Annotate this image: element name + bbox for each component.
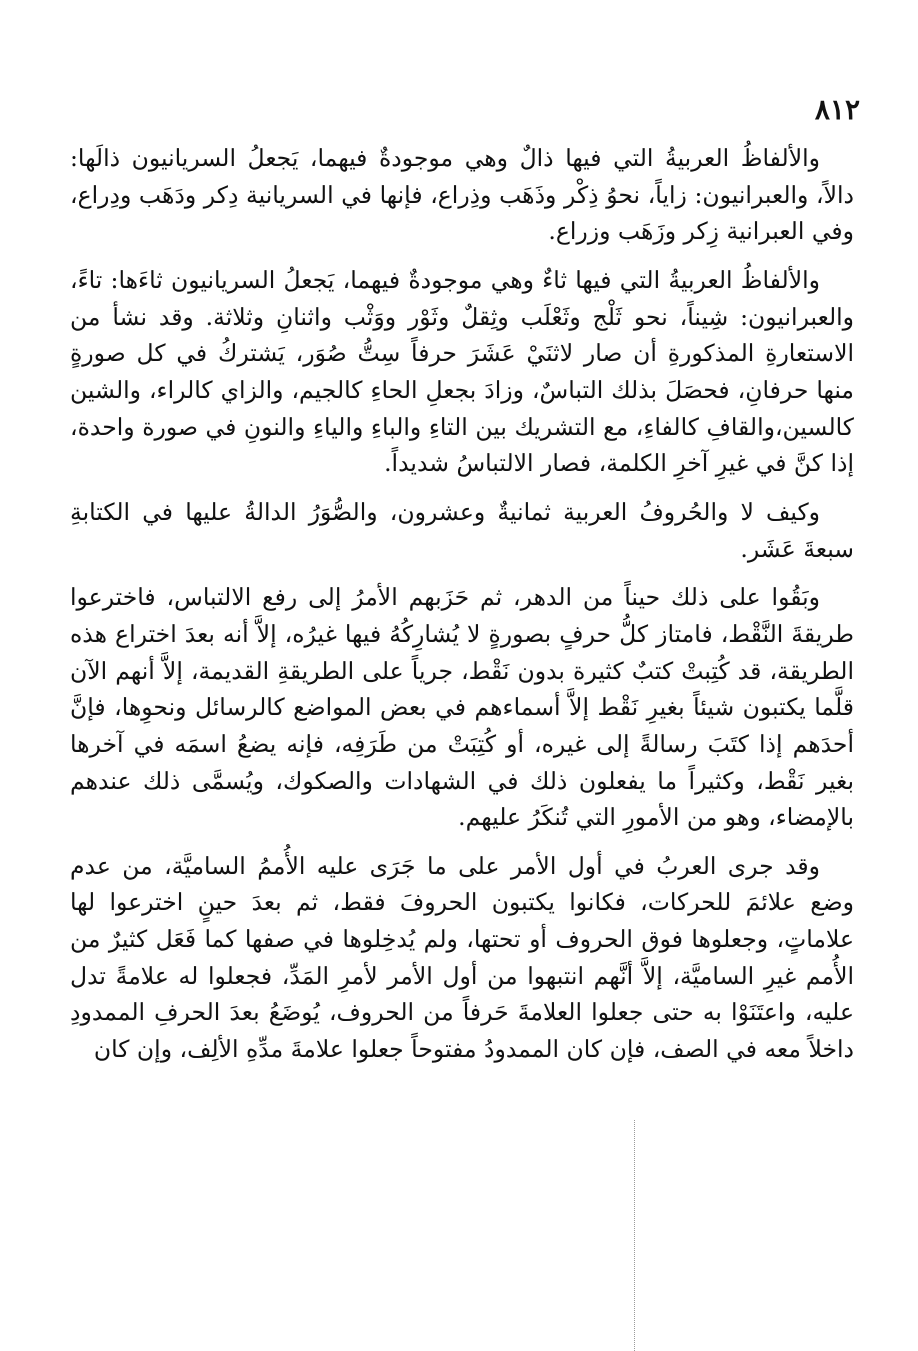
page-number: ٨١٢ bbox=[814, 93, 860, 126]
paragraph-dhal: والألفاظُ العربيةُ التي فيها ذالٌ وهي موجودةٌ فيهما، يَجعلُ السريانيون ذالَها: دالاً، والعبرانيون: زاياً، نحوُ ذِكْر وذَهَب وذِراع، فإنها في السريانية دِكر ودَهَب ودِراع، وفي العبرانية زِكر وزَهَب وزراع. bbox=[70, 144, 854, 246]
paragraph-dotting: وبَقُوا على ذلك حيناً من الدهر، ثم حَزَبهم الأمرُ إلى رفع الالتباس، فاخترعوا طريقةَ النَّقْط، فامتاز كلُّ حرفٍ بصورةٍ لا يُشارِكُهُ فيها غيرُه، إلاَّ أنه بعدَ اختراع هذه الطريقة، قد كُتِبتْ كتبٌ كثيرة بدون نَقْط، جرياً على الطريقةِ القديمة، إلاَّ أنهم الآن قلَّما يكتبون شيئاً بغيرِ نَقْط إلاَّ أسماءهم في بعض المواضع كالرسائل ونحوِها، فإنَّ أحدَهم إذا كتَبَ رسالةً إلى غيره، أو كُتِبَتْ من طَرَفِه، فإنه يضعُ اسمَه في آخرها بغير نَقْط، وكثيراً ما يفعلون ذلك في الشهادات والصكوك، ويُسمَّى ذلك عندهم بالإمضاء، وهو من الأمورِ التي تُنكَرُ عليهم. bbox=[70, 583, 854, 832]
paragraph-letter-count: وكيف لا والحُروفُ العربية ثمانيةٌ وعشرون، والصُّوَرُ الدالةُ عليها في الكتابةِ سبعةَ عَشَر. bbox=[70, 497, 854, 563]
body-text bbox=[70, 140, 854, 1080]
paragraph-tha: والألفاظُ العربيةُ التي فيها ثاءٌ وهي موجودةٌ فيهما، يَجعلُ السريانيون ثاءَها: تاءً، والعبرانيون: شِيناً، نحو ثَلْج وثَعْلَب وثِقلٌ وثَوْر ووَثْب واثنانِ وثلاثة. وقد نشأ من الاستعارةِ المذكورةِ أن صار لاثنَيْ عَشَرَ حرفاً سِتُّ صُوَر، يَشتركُ في كل صورةٍ منها حرفانِ، فحصَلَ بذلك التباسٌ، وزادَ بجعلِ الحاءِ كالجيم، والزاي كالراء، والشين كالسين،والقافِ كالفاءِ، مع التشريك بين التاءِ والباءِ والياءِ والنونِ في صورة واحدة، إذا كنَّ في غيرِ آخرِ الكلمة، فصار الالتباسُ شديداً. bbox=[70, 265, 854, 478]
scan-fold-line bbox=[634, 1120, 635, 1351]
paragraph-vowel-marks: وقد جرى العربُ في أول الأمر على ما جَرَى عليه الأُممُ الساميَّة، من عدم وضع علائمَ للحركات، فكانوا يكتبون الحروفَ فقط، ثم بعدَ حينٍ اخترعوا لها علاماتٍ، وجعلوها فوق الحروف أو تحتها، ولم يُدخِلوها في صفها كما فَعَل كثيرٌ من الأُمم غيرِ الساميَّة، إلاَّ أنَّهم انتبهوا من أول الأمر لأمرِ المَدِّ، فجعلوا له علامةً تدل عليه، واعتَنَوْا به حتى جعلوا العلامةَ حَرفاً من الحروف، يُوضَعُ بعدَ الحرفِ الممدودِ داخلاً معه في الصف، فإن كان الممدودُ مفتوحاً جعلوا علامةَ مدِّهِ الألِف، وإن كان bbox=[70, 851, 854, 1064]
